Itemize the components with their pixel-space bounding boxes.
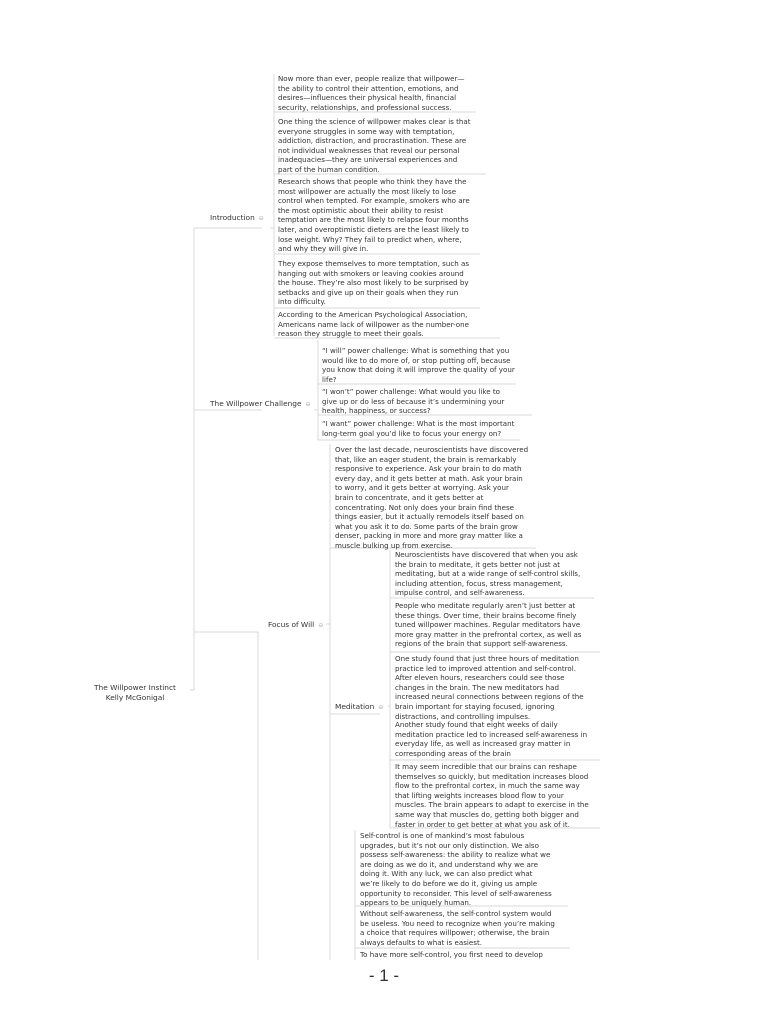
collapse-icon[interactable]: ⊖	[258, 215, 264, 222]
collapse-icon[interactable]: ⊖	[318, 622, 324, 629]
branch-introduction-label: Introduction	[210, 213, 255, 222]
challenge-note-will: “I will” power challenge: What is something that you would like to do more of, or stop putting off, because you know that doing it will improve the quality of your life?	[322, 346, 515, 384]
branch-willpower-challenge[interactable]	[210, 399, 311, 410]
branch-meditation[interactable]	[335, 702, 383, 713]
meditation-note-3: One study found that just three hours of meditation practice led to improved attention and self-control. After eleven hours, researchers could see those changes in the brain. The new meditators had increased neural connections between regions of the brain important for staying focused, ignoring distractions, and controlling impulses.	[395, 654, 584, 721]
self-awareness-note-1: Self-control is one of mankind’s most fabulous upgrades, but it’s not our only distinction. We also possess self-awareness: the ability to realize what we are doing as we do it, and understand why we are doing it. With any luck, we can also predict what we’re likely to do before we do it, giving us ample opportunity to reconsider. This level of self-awareness appears to be uniquely human.	[360, 831, 552, 908]
self-awareness-note-2: Without self-awareness, the self-control system would be useless. You need to recognize when you’re making a choice that requires willpower; otherwise, the brain always defaults to what is easiest.	[360, 909, 555, 947]
intro-note-2: One thing the science of willpower makes clear is that everyone struggles in some way with temptation, addiction, distraction, and procrastination. These are not individual weaknesses that reveal our personal inadequacies—they are universal experiences and part of the human condition.	[278, 117, 471, 174]
branch-willpower-challenge-label: The Willpower Challenge	[210, 399, 302, 408]
branch-focus-of-will-label: Focus of Will	[268, 620, 315, 629]
branch-introduction[interactable]	[210, 213, 264, 224]
intro-note-1: Now more than ever, people realize that willpower— the ability to control their attention, emotions, and desires—influences their physical health, financial security, relationships, and professional success.	[278, 74, 465, 112]
page-number: - 1 -	[368, 966, 400, 985]
focus-note-brain-plasticity: Over the last decade, neuroscientists have discovered that, like an eager student, the brain is remarkably responsive to experience. Ask your brain to do math every day, and it gets better at math. Ask your brain to worry, and it gets better at worrying. Ask your brain to concentrate, and it gets better at concentrating. Not only does your brain find these things easier, but it actually remodels itself based on what you ask it to do. Some parts of the brain grow denser, packing in more and more gray matter like a muscle bulking up from exercise.	[335, 445, 529, 550]
root-title: The Willpower Instinct	[94, 683, 176, 692]
collapse-icon[interactable]: ⊖	[378, 704, 384, 711]
intro-note-4: They expose themselves to more temptation, such as hanging out with smokers or leaving cookies around the house. They’re also most likely to be surprised by setbacks and give up on their goals when they run into difficulty.	[278, 259, 470, 307]
branch-meditation-label: Meditation	[335, 702, 375, 711]
meditation-note-5: It may seem incredible that our brains can reshape themselves so quickly, but meditation increases blood flow to the prefrontal cortex, in much the same way that lifting weights increases blood flow to your muscles. The brain appears to adapt to exercise in the same way that muscles do, getting both bigger and faster in order to get better at what you ask of it.	[395, 762, 589, 829]
meditation-note-2: People who meditate regularly aren’t just better at these things. Over time, their brains become finely tuned willpower machines. Regular meditators have more gray matter in the prefrontal cortex, as well as regions of the brain that support self-awareness.	[395, 601, 582, 649]
intro-note-5: According to the American Psychological Association, Americans name lack of willpower as the number-one reason they struggle to meet their goals.	[278, 310, 469, 339]
meditation-note-4: Another study found that eight weeks of daily meditation practice led to increased self-awareness in everyday life, as well as increased gray matter in corresponding areas of the brain	[395, 720, 588, 758]
challenge-note-wont: “I won’t” power challenge: What would you like to give up or do less of because it’s undermining your health, happiness, or success?	[322, 387, 505, 416]
root-node[interactable]	[80, 683, 190, 703]
challenge-note-want: “I want” power challenge: What is the most important long-term goal you’d like to focus your energy on?	[322, 419, 515, 438]
collapse-icon[interactable]: ⊖	[305, 401, 311, 408]
branch-focus-of-will[interactable]	[268, 620, 323, 631]
intro-note-3: Research shows that people who think they have the most willpower are actually the most likely to lose control when tempted. For example, smokers who are the most optimistic about their ability to resist temptation are the most likely to relapse four months later, and overoptimistic dieters are the least likely to lose weight. Why? They fail to predict when, where, and why they will give in.	[278, 177, 470, 254]
root-author: Kelly McGonigal	[105, 693, 165, 702]
meditation-note-1: Neuroscientists have discovered that when you ask the brain to meditate, it gets better not just at meditating, but at a wide range of self-control skills, including attention, focus, stress management, impulse control, and self-awareness.	[395, 550, 581, 598]
self-awareness-note-3: To have more self-control, you first need to develop	[360, 950, 543, 959]
